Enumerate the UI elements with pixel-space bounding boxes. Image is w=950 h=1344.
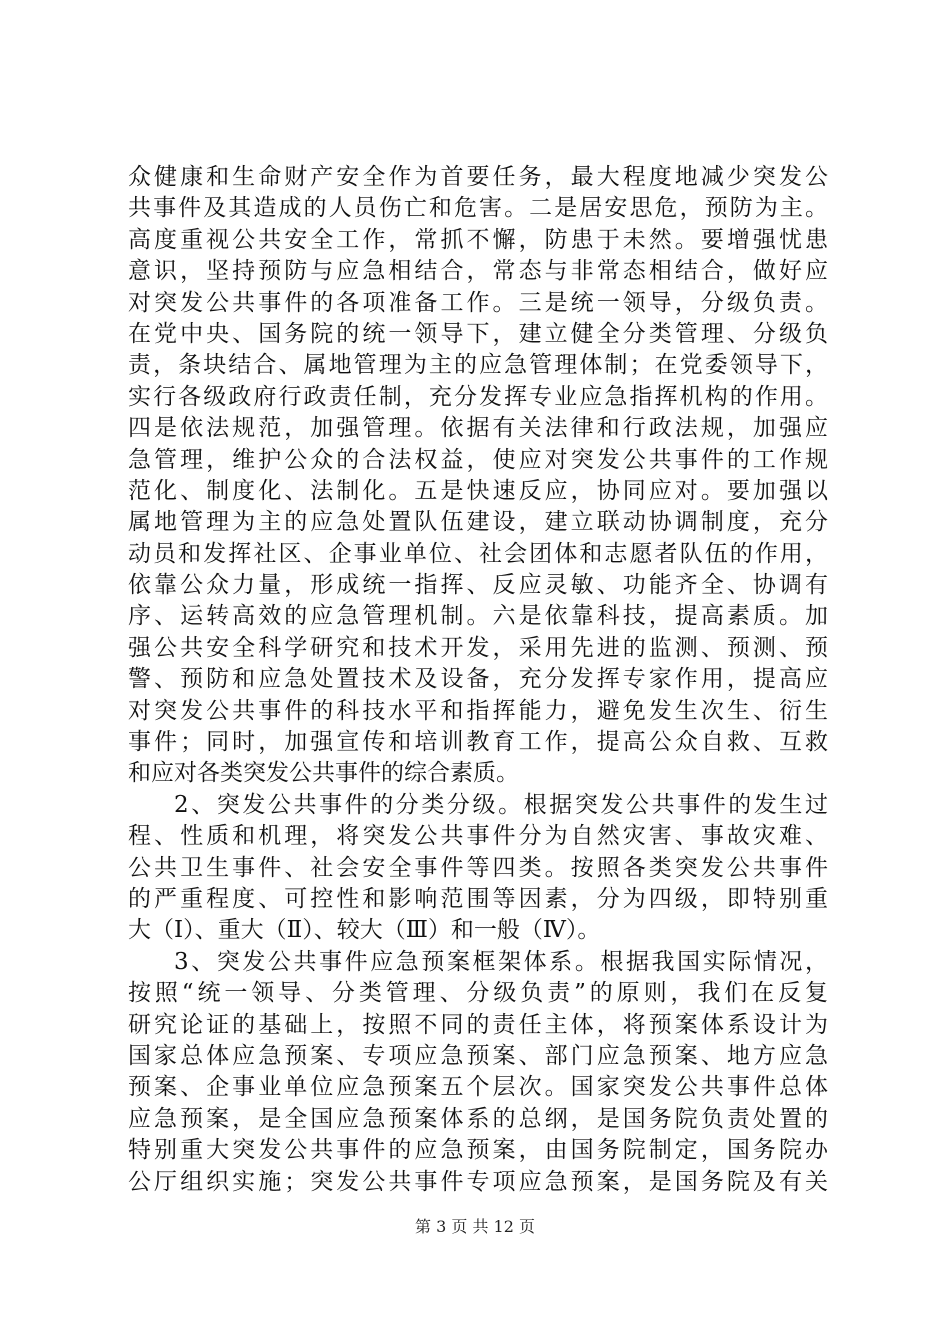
text-line: 属地管理为主的应急处置队伍建设，建立联动协调制度，充分 <box>128 509 828 536</box>
text-line: 和应对各类突发公共事件的综合素质。 <box>128 760 519 787</box>
text-line: 2、突发公共事件的分类分级。根据突发公共事件的发生过 <box>174 791 828 818</box>
text-line: 实行各级政府行政责任制，充分发挥专业应急指挥机构的作用。 <box>128 383 828 410</box>
text-line: 对突发公共事件的各项准备工作。三是统一领导，分级负责。 <box>128 289 828 316</box>
document-body <box>128 162 828 1198</box>
text-line: 序、运转高效的应急管理机制。六是依靠科技，提高素质。加 <box>128 603 828 630</box>
text-line: 事件；同时，加强宣传和培训教育工作，提高公众自救、互救 <box>128 729 828 756</box>
text-line: 范化、制度化、法制化。五是快速反应，协同应对。要加强以 <box>128 477 828 504</box>
text-line: 的严重程度、可控性和影响范围等因素，分为四级，即特别重 <box>128 885 828 912</box>
text-line: 应急预案，是全国应急预案体系的总纲，是国务院负责处置的 <box>128 1105 828 1132</box>
text-line: 四是依法规范，加强管理。依据有关法律和行政法规，加强应 <box>128 415 828 442</box>
text-line: 大（Ⅰ）、重大（Ⅱ）、较大（Ⅲ）和一般（Ⅳ）。 <box>128 917 601 944</box>
text-line: 警、预防和应急处置技术及设备，充分发挥专家作用，提高应 <box>128 666 828 693</box>
text-line: 急管理，维护公众的合法权益，使应对突发公共事件的工作规 <box>128 446 828 473</box>
text-line: 对突发公共事件的科技水平和指挥能力，避免发生次生、衍生 <box>128 697 828 724</box>
text-line: 共事件及其造成的人员伤亡和危害。二是居安思危，预防为主。 <box>128 195 828 222</box>
page-footer: 第 3 页 共 12 页 <box>415 1217 535 1236</box>
text-line: 公厅组织实施；突发公共事件专项应急预案，是国务院及有关 <box>128 1168 828 1195</box>
text-line: 在党中央、国务院的统一领导下，建立健全分类管理、分级负 <box>128 320 828 347</box>
text-line: 预案、企事业单位应急预案五个层次。国家突发公共事件总体 <box>128 1074 828 1101</box>
text-line: 高度重视公共安全工作，常抓不懈，防患于未然。要增强忧患 <box>128 226 828 253</box>
text-line: 国家总体应急预案、专项应急预案、部门应急预案、地方应急 <box>128 1042 828 1069</box>
text-line: 动员和发挥社区、企事业单位、社会团体和志愿者队伍的作用， <box>128 540 828 567</box>
text-line: 3、突发公共事件应急预案框架体系。根据我国实际情况， <box>174 948 828 975</box>
text-line: 责，条块结合、属地管理为主的应急管理体制；在党委领导下， <box>128 352 828 379</box>
text-line: 依靠公众力量，形成统一指挥、反应灵敏、功能齐全、协调有 <box>128 572 828 599</box>
text-line: 按照“统一领导、分类管理、分级负责”的原则，我们在反复 <box>128 980 828 1007</box>
text-line: 程、性质和机理，将突发公共事件分为自然灾害、事故灾难、 <box>128 823 828 850</box>
text-line: 研究论证的基础上，按照不同的责任主体，将预案体系设计为 <box>128 1011 828 1038</box>
text-line: 强公共安全科学研究和技术开发，采用先进的监测、预测、预 <box>128 634 828 661</box>
text-line: 公共卫生事件、社会安全事件等四类。按照各类突发公共事件 <box>128 854 828 881</box>
text-line: 特别重大突发公共事件的应急预案，由国务院制定，国务院办 <box>128 1137 828 1164</box>
text-line: 意识，坚持预防与应急相结合，常态与非常态相结合，做好应 <box>128 258 828 285</box>
text-line: 众健康和生命财产安全作为首要任务，最大程度地减少突发公 <box>128 164 828 190</box>
